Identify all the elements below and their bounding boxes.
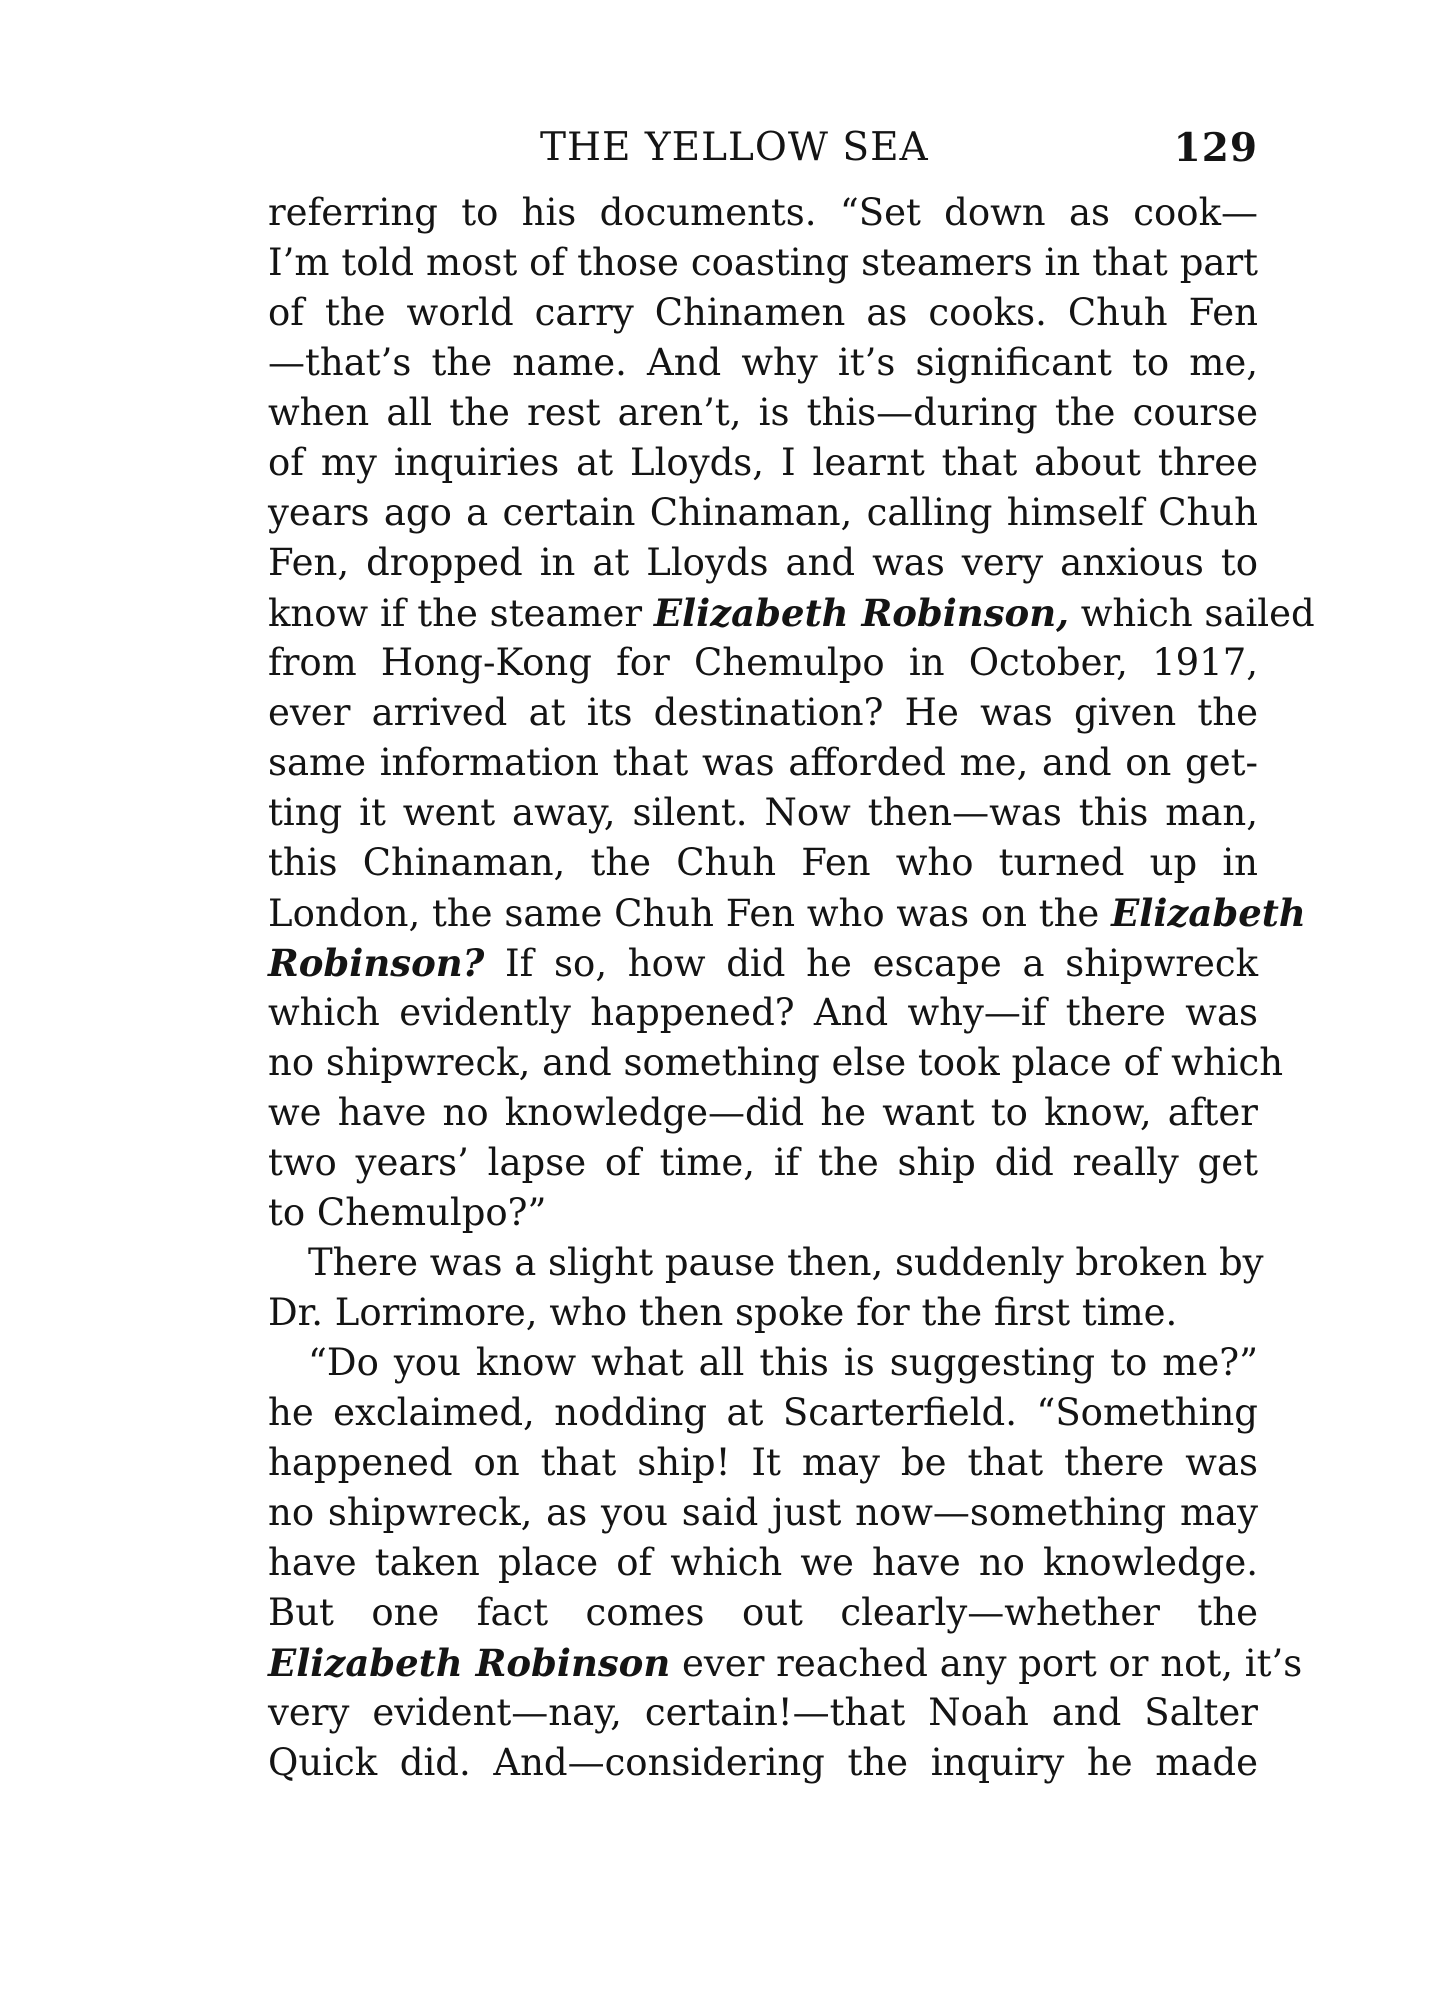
text-line: referring to his documents. “Set down as cook— [268, 191, 1258, 234]
ship-name-italic: Elizabeth Robinson, [653, 591, 1069, 635]
text-line: when all the rest aren’t, is this—during the course [268, 391, 1258, 434]
text-line-segment: which sailed [1069, 592, 1315, 635]
text-line: But one fact comes out clearly—whether the [268, 1591, 1258, 1634]
text-line: have taken place of which we have no knowledge. [268, 1541, 1258, 1584]
text-line: very evident—nay, certain!—that Noah and Salter [268, 1691, 1258, 1734]
text-line-segment: If so, how did he escape a shipwreck [484, 942, 1258, 985]
text-line [268, 588, 1315, 638]
text-line: I’m told most of those coasting steamers in that part [268, 241, 1258, 284]
text-line-segment: ever reached any port or not, it’s [670, 1642, 1303, 1685]
text-line: we have no knowledge—did he want to know, after [268, 1091, 1258, 1134]
running-head [540, 118, 1258, 178]
text-line: two years’ lapse of time, if the ship did really get [268, 1141, 1258, 1184]
text-line: There was a slight pause then, suddenly broken by [308, 1241, 1264, 1284]
text-line: same information that was afforded me, and on get- [268, 741, 1258, 784]
text-line [268, 1638, 1303, 1688]
text-line: which evidently happened? And why—if there was [268, 991, 1258, 1034]
ship-name-italic: Elizabeth [1111, 891, 1306, 935]
text-line: ever arrived at its destination? He was given the [268, 691, 1258, 734]
text-line: from Hong-Kong for Chemulpo in October, 1917, [268, 641, 1258, 684]
text-line: ting it went away, silent. Now then—was this man, [268, 791, 1258, 834]
text-line: of the world carry Chinamen as cooks. Chuh Fen [268, 291, 1258, 334]
ship-name-italic: Elizabeth Robinson [268, 1641, 671, 1685]
text-line: of my inquiries at Lloyds, I learnt that about three [268, 441, 1258, 484]
text-line: —that’s the name. And why it’s significant to me, [268, 341, 1258, 384]
ship-name-italic: Robinson? [268, 941, 485, 985]
text-line: to Chemulpo?” [268, 1191, 547, 1234]
text-line: this Chinaman, the Chuh Fen who turned up in [268, 841, 1258, 884]
page-number: 129 [1173, 125, 1258, 171]
running-title: THE YELLOW SEA [540, 125, 929, 170]
text-line: “Do you know what all this is suggesting to me?” [308, 1341, 1258, 1384]
text-line: Fen, dropped in at Lloyds and was very anxious to [268, 541, 1258, 584]
text-line [268, 938, 1258, 988]
text-line-segment: London, the same Chuh Fen who was on the [268, 892, 1112, 935]
text-line-segment: know if the steamer [268, 592, 654, 635]
text-line: happened on that ship! It may be that there was [268, 1441, 1258, 1484]
text-line: Quick did. And—considering the inquiry he made [268, 1741, 1258, 1784]
text-line: no shipwreck, as you said just now—something may [268, 1491, 1258, 1534]
text-line [268, 888, 1306, 938]
text-line: years ago a certain Chinaman, calling himself Chuh [268, 491, 1258, 534]
text-line: Dr. Lorrimore, who then spoke for the first time. [268, 1291, 1178, 1334]
text-line: he exclaimed, nodding at Scarterfield. “Something [268, 1391, 1258, 1434]
text-line: no shipwreck, and something else took place of which [268, 1041, 1284, 1084]
body-text [268, 188, 1315, 1788]
